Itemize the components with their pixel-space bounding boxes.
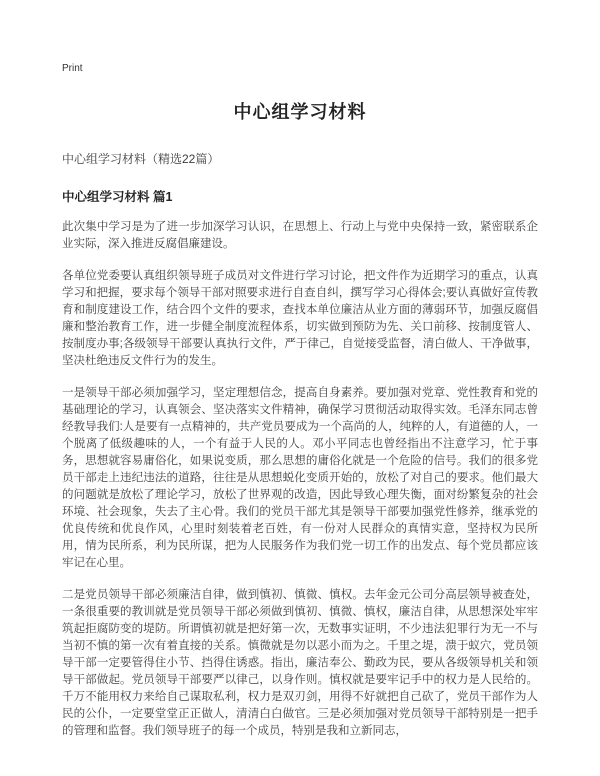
paragraph-1: 此次集中学习是为了进一步加深学习认识，在思想上、行动上与党中央保持一致，紧密联系企业实际，深入推进反腐倡廉建设。 — [62, 221, 538, 250]
print-link[interactable]: Print — [62, 63, 83, 74]
paragraph-4: 二是党员领导干部必须廉洁自律，做到慎初、慎微、慎权。去年金元公司分高层领导被查处，一条很重要的教训就是党员领导干部必须做到慎初、慎微、慎权，廉洁自律，从思想深处牢牢筑起拒腐防变的堤防。所谓慎初就是把好第一次，无数事实证明，不少违法犯罪行为无一不与当初不慎的第一次有着直接的关系。慎微就是勿以恶小而为之。千里之堤，溃于蚁穴，党员领导干部一定要管得住小节、挡得住诱惑。指出，廉洁奉公、勤政为民，要从各级领导机关和领导干部做起。党员领导干部要严以律己，以身作则。慎权就是要牢记手中的权力是人民给的。千万不能用权力来给自己谋取私利，权力是双刃剑，用得不好就把自己砍了，党员干部作为人民的公仆，一定要堂堂正正做人，清清白白做官。三是必须加强对党员领导干部特别是一把手的管理和监督。我们领导班子的每一个成员，特别是我和立新同志， — [62, 589, 538, 737]
paragraph-2: 各单位党委要认真组织领导班子成员对文件进行学习讨论，把文件作为近期学习的重点，认真学习和把握，要求每个领导干部对照要求进行自查自纠，撰写学习心得体会;要认真做好宣传教育和制度建设工作，结合四个文件的要求，查找本单位廉洁从业方面的薄弱环节，加强反腐倡廉和整治教育工作，进一步健全制度流程体系，切实做到预防为先、关口前移、按制度管人、按制度办事;各级领导干部要认真执行文件，严于律己，自觉接受监督，清白做人、干净做事，坚决杜绝违反文件行为的发生。 — [62, 270, 538, 367]
document-subtitle: 中心组学习材料（精选22篇） — [62, 152, 220, 166]
page-title: 中心组学习材料 — [233, 102, 367, 122]
section-heading: 中心组学习材料 篇1 — [62, 190, 173, 204]
document-body — [62, 219, 538, 740]
paragraph-3: 一是领导干部必须加强学习，坚定理想信念，提高自身素养。要加强对党章、党性教育和党的基础理论的学习，认真领会、坚决落实文件精神，确保学习贯彻活动取得实效。毛泽东同志曾经教导我们:人是要有一点精神的，共产党员要成为一个高尚的人，纯粹的人，有道德的人，一个脱离了低级趣味的人，一个有益于人民的人。邓小平同志也曾经指出不注意学习，忙于事务，思想就容易庸俗化，如果说变质，那么思想的庸俗化就是一个危险的信号。我们的很多党员干部走上违纪违法的道路，往往是从思想蜕化变质开始的，放松了对自己的要求。他们最大的问题就是放松了理论学习，放松了世界观的改造，因此导致心理失衡，面对纷繁复杂的社会环境、社会现象，失去了主心骨。我们的党员干部尤其是领导干部要加强党性修养，继承党的优良传统和优良作风，心里时刻装着老百姓，有一份对人民群众的真情实意，坚持权为民所用，情为民所系，利为民所谋，把为人民服务作为我们党一切工作的出发点、每个党员都应该牢记在心里。 — [62, 387, 538, 569]
